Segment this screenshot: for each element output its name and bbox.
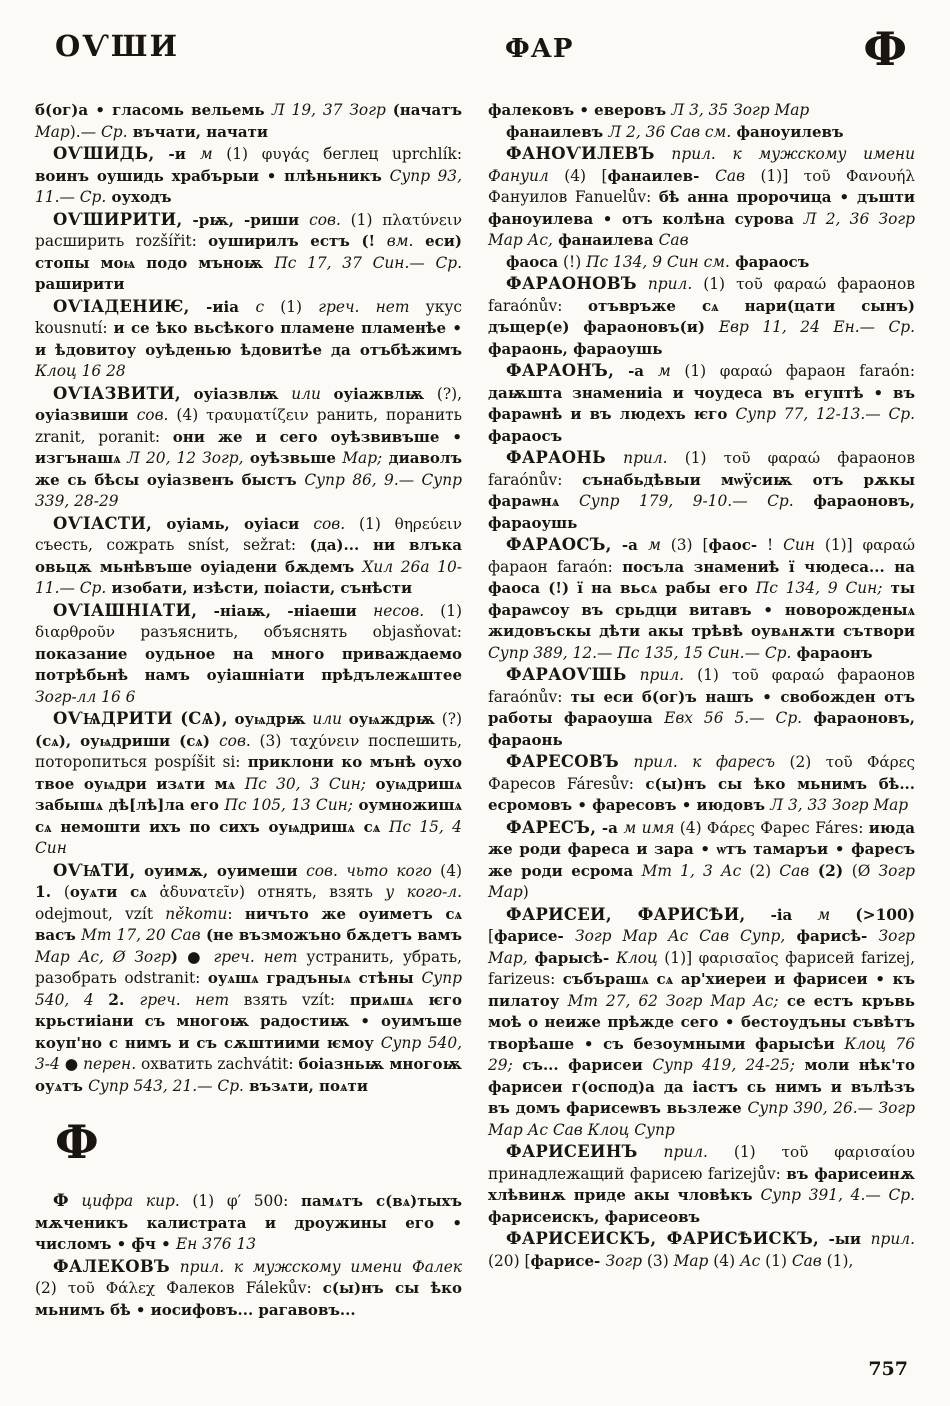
text-segment: (1) — [424, 601, 462, 620]
text-segment: Фануилов Fanuelův: — [488, 188, 659, 206]
text-segment: събърашѧ сѧ ар'хиереи и фарисеи • къ пилатоу — [488, 970, 915, 1010]
text-segment: φαραώ — [719, 362, 773, 380]
text-segment: τοῦ φαρισαίου — [781, 1143, 915, 1161]
text-segment: прил. — [636, 275, 693, 293]
text-segment: оуѩдрѭ — [227, 710, 313, 728]
text-segment: (!) — [558, 252, 587, 271]
text-segment: ФАРАОСЪ, — [506, 535, 612, 554]
text-segment: посъла знамениѣ ї чюдеса... на фаоса (!) ї на вьсѧ рабы его — [488, 557, 916, 597]
text-segment: (2) — [35, 1279, 68, 1297]
text-segment: : — [227, 904, 245, 923]
text-segment: Мт 1, 3 Ас — [641, 861, 742, 880]
page-number: 757 — [868, 1357, 908, 1380]
text-segment: ФАРЕСЪ, — [506, 817, 597, 837]
text-segment: někomu — [165, 904, 228, 923]
text-segment: сов. — [309, 210, 341, 229]
text-segment: (4) [ — [548, 166, 608, 185]
text-segment: φαραώ — [862, 536, 915, 554]
text-segment: (20) [ — [488, 1251, 531, 1270]
text-segment: ФАРИСЕИНЪ — [506, 1142, 638, 1161]
dictionary-entry — [488, 122, 915, 144]
text-segment: -а — [596, 818, 624, 837]
text-segment: τοῦ Φάρες — [825, 753, 915, 771]
text-segment: Мар Ас, Ø Зогр — [35, 947, 171, 966]
text-segment: фаоса — [506, 252, 559, 271]
text-segment: греч. нет — [318, 297, 410, 316]
text-segment: воинъ оушидь храбърыи • плѣньникъ — [35, 166, 390, 185]
text-segment: фанаилев- — [607, 166, 716, 185]
text-segment: τραυματίζειν — [206, 406, 309, 424]
text-segment: ФАРАОНЪ, — [506, 361, 615, 380]
text-segment: ОѴІАСТИ, — [53, 513, 153, 533]
text-segment: Л 2, 36 Сав см. — [608, 122, 732, 141]
text-segment: фанаилевъ — [506, 122, 609, 141]
text-segment: съесть, сожрать sníst, sežrat: — [35, 536, 310, 554]
dictionary-entry — [488, 1228, 915, 1272]
dictionary-entry — [35, 600, 462, 709]
text-segment: и се ѣко вьсѣкого пламене пламенѣе • и ѣдовитоу оуѣденью ѣдовитѣе да отъбѣжимъ — [35, 319, 462, 359]
text-segment: Л 2, 36 Зогр Мар Ас, — [488, 209, 915, 249]
text-segment: Супр 86, 9.— Супр 339, 28-29 — [35, 470, 462, 510]
text-segment: Ас — [739, 1251, 761, 1270]
text-segment: м — [657, 362, 671, 380]
running-head-center: ФАР — [505, 34, 574, 64]
text-segment: оуіазвлѭ — [180, 384, 292, 403]
text-segment: Евх 56 5.— Ср. — [664, 709, 803, 727]
text-segment: (?) — [441, 710, 462, 728]
text-segment: Супр 93, 11.— Ср. — [35, 166, 462, 206]
text-segment: ● — [187, 947, 214, 966]
text-segment: показание оудьное на много приваждаемо потрѣбьнѣ намъ оуіашніати прѣдълежѧштее — [35, 644, 462, 684]
text-segment: (4) — [674, 818, 707, 837]
text-segment: Ф — [53, 1191, 69, 1210]
text-segment: оуѧти сѧ — [69, 883, 160, 901]
text-segment: боіазньѭ многоѭ оуѧтъ — [35, 1055, 463, 1095]
text-segment: -иіа — [189, 297, 256, 316]
text-segment: устранить, убрать, разобрать odstranit: — [35, 947, 462, 987]
text-segment: ФАРЕСОВЪ — [506, 752, 619, 771]
text-segment: ФАРАОНЬ — [506, 448, 606, 467]
text-segment: τοῦ φαραώ — [723, 449, 821, 467]
text-segment: фалековъ • еверовъ — [488, 101, 672, 119]
text-segment: памѧтъ с(вѧ)тыхъ мѫченикъ калистрата и дроужины его • числомъ • ф̄ч • — [35, 1192, 463, 1253]
text-segment: с(ы)нъ сы ѣко мьнимъ бѣ • иосифовъ... рагавовъ... — [35, 1279, 462, 1319]
text-segment: прил. к фаресъ — [618, 753, 776, 771]
text-segment: ОѴШИДЬ, — [53, 144, 155, 163]
text-segment: вм. — [386, 232, 414, 250]
text-segment: охватить zachvátit: — [136, 1055, 299, 1073]
text-segment: Зогр Мар, — [488, 927, 915, 967]
text-segment: прил. — [637, 1143, 708, 1161]
text-segment: (да)... ни влъка овьцѫ мьнѣвъше оуіадени бѫдемъ — [35, 536, 463, 576]
text-segment: ничъто же оуиметъ сѧ васъ — [35, 904, 462, 944]
text-segment: (2) — [809, 861, 852, 880]
running-head — [35, 22, 915, 100]
text-segment: греч. нет — [139, 990, 230, 1009]
text-segment: (1) — [760, 1251, 792, 1270]
text-segment: сов. — [313, 514, 346, 533]
text-segment: ФАНОѴИЛЕВЪ — [506, 144, 655, 163]
text-segment: Мт 27, 62 Зогр Мар Ас; — [567, 991, 779, 1010]
text-segment: (1)] — [745, 166, 804, 185]
text-segment: ) — [170, 947, 188, 966]
text-segment: оуіамь, оуіаси — [152, 514, 314, 533]
text-segment: фарисѣ- — [785, 927, 879, 945]
text-segment: Зогр — [605, 1251, 642, 1270]
left-column — [35, 100, 462, 1321]
text-segment: бѣ анна пророчица • дъшти фаноуилева • отъ колѣна сурова — [488, 188, 915, 228]
text-segment: Фаресов Fáresův: — [488, 774, 646, 793]
text-segment: Син — [783, 536, 815, 554]
text-segment: (не възможъно бѫдетъ вамъ — [200, 926, 462, 944]
dictionary-entry — [488, 817, 915, 904]
text-segment: Супр 540, 3-4 — [35, 1033, 462, 1073]
text-segment: укус kousnutí: — [35, 297, 462, 337]
text-segment: м — [199, 145, 213, 163]
text-segment: Зогр Мар Ас Сав Супр, — [574, 927, 786, 945]
text-segment: Зогр-лл 16 6 — [35, 687, 136, 706]
text-segment: Ф — [55, 1115, 99, 1169]
text-segment: оуходъ — [106, 188, 172, 206]
text-segment: прил. к мужскому имени Фануил — [488, 145, 915, 185]
text-segment: фаос- — [708, 536, 758, 554]
dictionary-entry — [35, 143, 462, 209]
right-column — [488, 100, 915, 1321]
dictionary-entry — [35, 383, 462, 513]
text-segment: (1) — [684, 666, 732, 684]
text-segment: 2. — [108, 990, 140, 1009]
text-segment: фарисе- — [494, 927, 575, 945]
text-segment: оуіазвиши — [35, 406, 137, 424]
text-segment: фараосъ — [488, 426, 563, 445]
text-segment: (1) — [692, 275, 737, 293]
text-segment: прил. — [870, 1230, 915, 1248]
text-segment: Супр 77, 12-13.— Ср. — [735, 405, 915, 423]
text-segment: б(ог)а • гласомь вельемь — [35, 101, 272, 119]
text-segment: [ — [488, 927, 495, 945]
text-segment: греч. нет — [213, 947, 298, 966]
text-segment: Фалеков Fálekův: — [155, 1279, 323, 1297]
text-segment: Сав — [779, 861, 810, 880]
text-segment: ты фараѡсоу въ срьдци витавъ • новорожденыѧ жидовъскы дѣти акы трѣвѣ оувѧнѫти сътвори — [488, 579, 915, 640]
text-segment: (?), — [436, 384, 462, 403]
text-segment: ) отнять, взять — [239, 883, 386, 901]
text-segment: (Ø — [851, 861, 879, 880]
text-segment: -іа — [745, 905, 818, 924]
text-segment: θηρεύειν — [394, 514, 462, 533]
running-head-left: ОѴШИ — [55, 29, 179, 63]
text-segment: (1) — [340, 210, 383, 229]
text-segment: Супр 543, 21.— Ср. — [88, 1076, 244, 1095]
text-segment: (4) — [168, 406, 207, 424]
text-segment: м — [648, 536, 661, 554]
text-segment: фанаилева — [552, 231, 659, 249]
text-segment: Мар — [673, 1251, 709, 1270]
running-head-section-letter: Ф — [863, 22, 907, 76]
text-segment: ταχύνειν — [290, 731, 360, 750]
dictionary-entry — [35, 1190, 462, 1256]
text-segment: беглец uprchlík: — [309, 145, 462, 163]
text-segment: τοῦ φαραώ — [731, 666, 825, 684]
text-segment: несов. — [373, 601, 425, 620]
text-segment: ( — [63, 883, 70, 901]
text-segment: отъвръже сѧ нари(цати сынъ) дъщер(е) фараоновъ(и) — [488, 296, 915, 336]
dictionary-entry — [488, 1141, 915, 1228]
text-segment: Ср. — [100, 122, 128, 141]
text-segment: се естъ кръвь моѣ о неиже прѣжде сего • бестоудъны съвѣтъ творѣаше • съ безоумными фарысѣи — [488, 991, 915, 1053]
dictionary-entry — [35, 100, 462, 143]
text-segment: Клоц 76 29; — [488, 1034, 915, 1074]
text-segment: Мар — [35, 122, 70, 141]
text-segment: (>100) — [830, 905, 915, 924]
text-segment: Сав — [715, 166, 746, 185]
text-segment: изобати, изѣсти, поіасти, сънѣсти — [106, 579, 413, 597]
text-segment: Клоц — [616, 948, 658, 967]
text-segment: (1) — [212, 145, 262, 163]
dictionary-entry — [488, 447, 915, 534]
text-segment: Зогр Мар — [488, 861, 915, 901]
text-segment: ФАЛЕКОВЪ — [53, 1256, 171, 1276]
text-segment: Сав — [791, 1251, 822, 1270]
text-segment: фараон faraón: — [488, 557, 623, 576]
text-segment: цифра кир. — [68, 1192, 180, 1210]
dictionary-entry — [488, 534, 915, 664]
text-segment: ты еси б(ог)ъ нашъ • свобожден отъ работы фараоуша — [488, 687, 915, 727]
text-segment: взять vzít: — [229, 990, 350, 1009]
dictionary-entry — [488, 273, 915, 360]
dictionary-entry — [488, 751, 915, 817]
text-segment: (1) — [667, 449, 724, 467]
text-segment: июда же роди фареса и зара • ѡтъ тамаръи • фаресъ же роди есрома — [488, 818, 916, 880]
text-segment: приѧшѧ ѥго крьстиіани съ многоѭ радостиѭ • оуимъше коуп'но с нимъ и съ сѫштиими ѥмоу — [35, 990, 462, 1052]
text-segment: м имя — [623, 818, 675, 837]
dictionary-entry — [488, 143, 915, 252]
text-segment: оуширилъ естъ (! — [208, 232, 387, 250]
text-segment: Сав — [658, 231, 689, 249]
dictionary-entry — [35, 296, 462, 383]
text-segment: Ен 376 13 — [175, 1235, 257, 1253]
text-segment: оуимѫ, оуимеши — [135, 861, 307, 880]
text-segment: ОѴѨДРИТИ (СѦ), — [53, 709, 228, 728]
text-segment: Пс 134, 9 Син см. — [586, 252, 730, 271]
text-segment: ФАРИСЕИСКЪ, ФАРИСѢИСКЪ, — [506, 1229, 820, 1248]
text-segment: ранить, поранить zranit, poranit: — [35, 406, 462, 446]
text-segment: (1) φ′ 500: — [179, 1192, 301, 1210]
text-segment: τοῦ Φανουήλ — [803, 166, 916, 185]
text-segment: -рѭ, -риши — [182, 210, 310, 229]
text-segment: (1)] — [814, 536, 863, 554]
text-segment: фараонов faraónův: — [488, 275, 915, 315]
dictionary-entry — [35, 708, 462, 860]
text-segment: м — [817, 905, 831, 924]
text-segment: 1. — [35, 883, 64, 901]
text-segment: odejmout, vzít — [35, 904, 166, 923]
text-segment: ) — [522, 883, 529, 901]
text-segment: или — [291, 384, 321, 403]
text-segment: перен. — [83, 1055, 137, 1073]
text-segment: оуѣзвьше — [243, 449, 343, 467]
text-segment: (1) — [670, 362, 720, 380]
text-segment: Мар; — [342, 449, 383, 467]
text-segment: ОѴѨТИ, — [53, 860, 136, 880]
text-segment: -ніаѭ, -ніаеши — [197, 601, 374, 620]
text-segment: (начатъ — [392, 101, 462, 119]
text-segment: у кого-л. — [385, 883, 462, 901]
dictionary-entry — [488, 100, 915, 122]
text-segment: поспешить, поторопиться pospíšit si: — [35, 731, 462, 771]
text-segment: Супр 540, 4 — [35, 969, 462, 1009]
text-segment: Φάρες — [706, 818, 755, 837]
text-segment: разъяснить, объяснять objasňovat: — [114, 623, 462, 641]
text-segment: прил. к мужскому имени Фалек — [170, 1257, 462, 1276]
text-segment: (1) — [264, 297, 319, 316]
text-segment: фарисеискъ, фарисеовъ — [488, 1207, 701, 1226]
section-letter — [55, 1115, 462, 1176]
text-segment: ОѴІАШНІАТИ, — [53, 600, 198, 620]
text-segment: приклони ко мънѣ оухо твое оуѩдри изѧти мѧ — [35, 753, 462, 793]
text-segment: Хил 26а 10-11.— Ср. — [35, 557, 463, 597]
text-segment: фарисе- — [530, 1251, 606, 1270]
text-segment: φαρισαῖος — [698, 948, 779, 967]
dictionary-entry — [35, 209, 462, 296]
text-segment: фарысѣ- — [527, 948, 617, 967]
text-segment: (1) — [707, 1143, 782, 1161]
text-segment: διαρθροῦν — [35, 623, 115, 641]
text-segment: раширити — [35, 275, 125, 293]
text-segment: (1) — [345, 514, 395, 533]
text-segment: πλατύνειν — [382, 210, 462, 229]
text-segment: (1), — [821, 1251, 854, 1270]
text-segment: прил. — [605, 449, 668, 467]
text-segment: даѭшта знамениіа и чоудеса въ егуптѣ • въ фараѡнѣ и въ людехъ ѥго — [488, 383, 915, 423]
text-segment: Супр 390, 26.— Зогр Мар Ас Сав Клоц Супр — [488, 1099, 916, 1139]
text-segment: фараоновъ, фараонь — [488, 709, 915, 749]
text-segment: Л 3, 35 Зогр Мар — [671, 101, 810, 119]
text-segment: (сѧ), оуѩдриши (сѧ) — [35, 731, 220, 750]
text-segment: фараоновъ, фараоушь — [488, 492, 915, 532]
text-segment: моли нѣк'то фарисеи г(оспод)а да іастъ сь нимъ и вълѣзъ въ домъ фарисеѡвъ вьзлеже — [488, 1056, 916, 1117]
text-segment: Л 19, 37 Зогр — [271, 101, 393, 119]
text-segment: -и — [154, 145, 200, 163]
text-segment: сов. — [219, 731, 251, 750]
text-segment: -а — [614, 362, 658, 380]
text-segment: ! — [757, 536, 784, 554]
text-segment: (2) — [741, 861, 780, 880]
text-segment: Супр 179, 9-10.— Ср. — [579, 492, 794, 510]
text-segment: Евр 11, 24 Ен.— Ср. — [718, 318, 915, 336]
text-segment: ОѴІАЗВИТИ, — [53, 383, 181, 403]
text-segment: оуѩждрѭ — [342, 710, 442, 728]
text-segment: ФАРАОНОВЪ — [506, 274, 637, 293]
text-segment: Клоц 16 28 — [35, 362, 126, 380]
text-segment: фараонов faraónův: — [488, 449, 915, 489]
text-segment: Супр 391, 4.— Ср. — [760, 1186, 915, 1204]
text-segment: диаволъ же сь бѣсы оуіазвенъ быстъ — [35, 449, 462, 489]
text-segment: Мт 17, 20 Сав — [81, 926, 201, 944]
text-segment: фаноуилевъ — [731, 122, 844, 141]
text-segment: Пс 17, 37 Син.— Ср. — [274, 253, 462, 272]
text-segment: -а — [611, 536, 649, 554]
text-segment: (4) — [708, 1251, 740, 1270]
text-segment: ● — [59, 1055, 84, 1073]
text-segment: ФАРАОѴШЬ — [506, 665, 627, 684]
text-segment: Л 3, 33 Зогр Мар — [770, 796, 909, 814]
text-segment: еси) стопы моѩ подо мъноѭ — [35, 232, 462, 272]
text-segment: прил. — [626, 666, 685, 684]
text-segment: оумножишѧ сѧ немошти ихъ по сихъ оуѩдришѧ сѧ — [35, 796, 462, 836]
text-segment: (2) — [775, 753, 826, 771]
text-columns — [35, 100, 915, 1321]
dictionary-entry — [488, 360, 915, 447]
text-segment: съ... фарисеи — [512, 1056, 653, 1074]
text-segment: с — [255, 297, 265, 316]
text-segment: -ыи — [819, 1230, 871, 1248]
text-segment: Пс 105, 13 Син; — [224, 796, 353, 814]
text-segment: ОѴІАДЕНИѤ, — [53, 296, 190, 316]
text-segment: с(ы)нъ сы ѣко мьнимъ бѣ... есромовъ • фаресовъ • июдовъ — [488, 774, 915, 814]
text-segment: сов. — [136, 406, 169, 424]
text-segment: Л 20, 12 Зогр, — [127, 449, 244, 467]
dictionary-entry — [35, 860, 462, 1098]
text-segment: Супр 419, 24-25; — [652, 1056, 795, 1074]
text-segment: възѧти, поѧти — [243, 1076, 368, 1095]
text-segment: оуѧшѧ градъныѧ стѣны — [207, 969, 422, 987]
text-segment: (3) — [250, 731, 291, 750]
text-segment: (3) — [642, 1251, 674, 1270]
text-segment: въчати, начати — [127, 122, 269, 141]
text-segment: принадлежащий фарисею farizejův: — [488, 1164, 787, 1183]
dictionary-entry — [35, 1256, 462, 1322]
text-segment: (4) — [431, 861, 462, 880]
text-segment: ἀδυνατεῖν — [159, 883, 240, 901]
text-segment: ОѴШИРИТИ, — [53, 209, 183, 229]
text-segment: расширить rozšířit: — [35, 232, 209, 250]
text-segment: фараонов faraónův: — [488, 666, 915, 706]
text-segment: или — [312, 710, 343, 728]
text-segment: фараон faraón: — [772, 362, 916, 380]
text-segment: ФАРИСЕИ, ФАРИСѢИ, — [506, 904, 746, 924]
text-segment: оуѩдришѧ забышѧ дѣ[лѣ]ла его — [35, 774, 463, 814]
dictionary-entry — [488, 904, 915, 1142]
text-segment: сов. чьто кого — [306, 861, 432, 880]
text-segment: Пс 134, 9 Син; — [755, 579, 883, 597]
text-segment: Супр 389, 12.— Пс 135, 15 Син.— Ср. — [488, 643, 792, 662]
text-segment: фараонь, фараоушь — [488, 339, 663, 358]
text-segment: фараосъ — [729, 252, 810, 271]
text-segment: ).— — [69, 122, 101, 141]
text-segment: въ фарисеинѫ хлѣвинѫ приде акы чловѣкъ — [488, 1164, 915, 1204]
text-segment: фарисей farizej, farizeus: — [488, 948, 916, 988]
text-segment: τοῦ φαραώ — [736, 275, 827, 293]
text-segment: Фарес Fáres: — [754, 818, 869, 837]
text-segment: φυγάς — [261, 145, 310, 163]
text-segment: (3) [ — [660, 536, 709, 554]
text-segment: Пс 30, 3 Син; — [244, 774, 366, 793]
text-segment: (1)] — [657, 948, 699, 967]
text-segment: Пс 15, 4 Син — [35, 817, 462, 857]
text-segment: они же и сего оуѣзвивъше • изгънашѧ — [35, 427, 462, 467]
dictionary-entry — [35, 513, 462, 600]
text-segment: сънабьдѣвыи мѡӱсиѭ отъ рѫкы фараѡнѧ — [488, 470, 915, 510]
text-segment: фараонъ — [791, 643, 873, 662]
dictionary-entry — [488, 664, 915, 751]
text-segment: τοῦ Φάλεχ — [67, 1279, 156, 1297]
text-segment: оуіажвлѭ — [320, 384, 437, 403]
dictionary-entry — [488, 252, 915, 274]
